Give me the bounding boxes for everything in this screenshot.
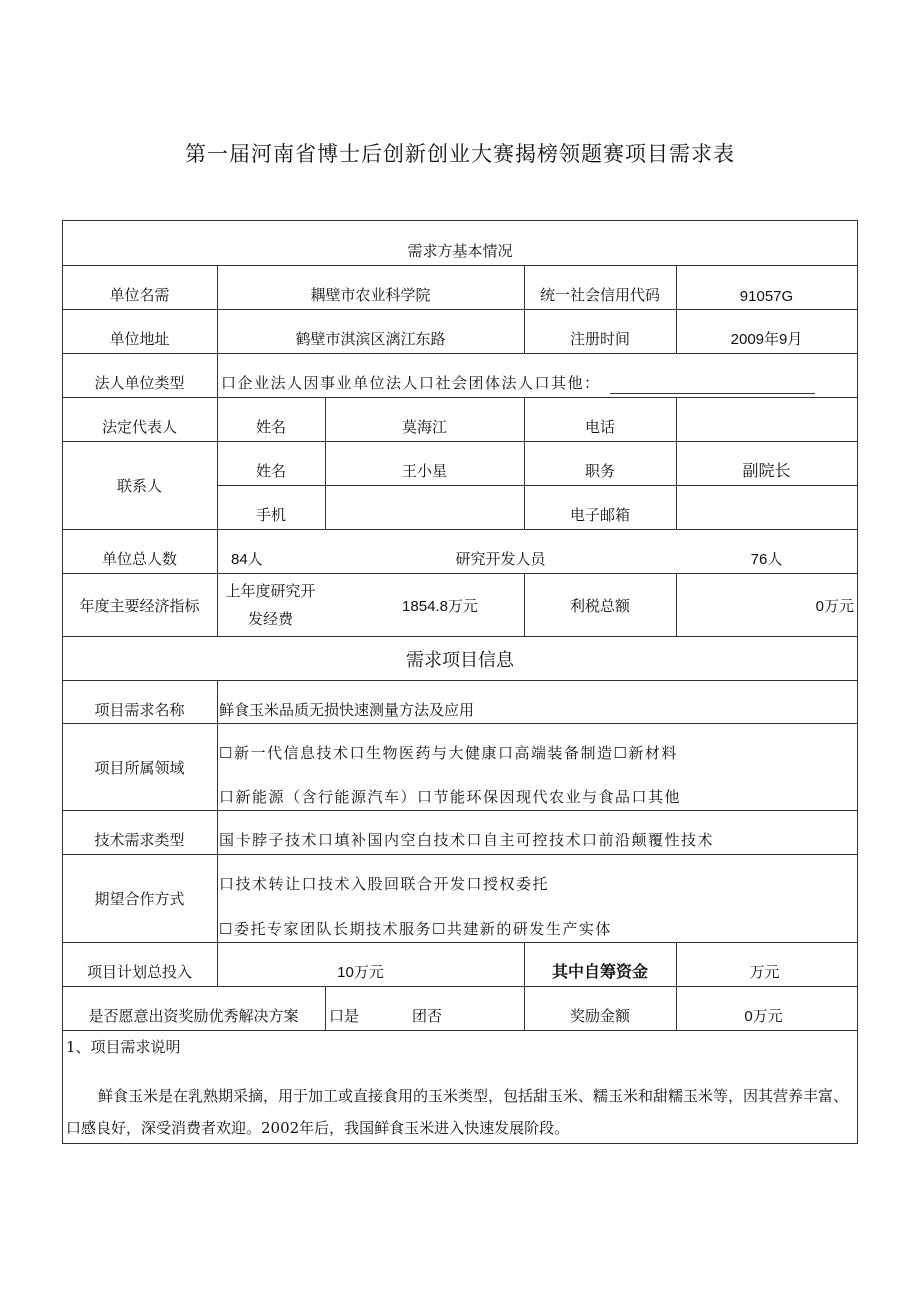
phone-value [676,397,857,441]
contact-name-value: 王小星 [401,462,447,480]
econ-label: 年度主要经济指标 [79,596,200,615]
address-label: 单位地址 [109,330,170,348]
reward-amount-label: 奖励金额 [569,1007,630,1025]
address-value: 鹤壁市淇滨区漓江东路 [295,330,446,348]
rd-staff-value: 76人 [750,551,783,568]
tax-value: 0万元 [815,597,854,615]
legal-rep-label: 法定代表人 [101,418,177,436]
contact-name-label: 姓名 [255,462,286,480]
section-header-basic-info: 需求方基本情况 [407,242,513,260]
mobile-value [325,485,524,529]
investment-label: 项目计划总投入 [86,963,192,981]
reg-time-value: 2009年9月 [730,331,803,348]
unit-name-label: 单位名需 [109,286,170,304]
staff-value: 84人 [231,551,263,568]
reg-time-label: 注册时间 [569,330,630,348]
rep-name-value: 莫海江 [401,418,447,436]
position-value: 副院长 [742,463,791,480]
mobile-label: 手机 [255,506,286,524]
position-label: 职务 [584,462,615,480]
self-fund-value: 万元 [749,963,780,981]
field-options-line1[interactable]: ☐新一代信息技术口生物医药与大健康口高端装备制造☐新材料 [219,744,678,762]
section-header-project-info: 需求项目信息 [406,649,514,670]
project-name-value: 鲜食玉米品质无损快速测量方法及应用 [219,701,475,719]
credit-code-value: 91057G [739,288,794,305]
contact-label: 联系人 [116,477,162,495]
legal-type-options[interactable]: 口企业法人因事业单位法人口社会团体法人口其他： [221,374,601,392]
legal-type-label: 法人单位类型 [94,374,185,392]
email-value [676,485,857,529]
field-options-line2[interactable]: 口新能源（含行能源汽车）口节能环保因现代农业与食品口其他 [219,788,682,806]
description-paragraph: 鲜食玉米是在乳熟期采摘，用于加工或直接食用的玉米类型，包括甜玉米、糯玉米和甜糯玉米等，因其营养丰富、口感良好，深受消费者欢迎。2002年后，我国鲜食玉米进入快速发展阶段。 [66,1087,849,1137]
self-fund-label: 其中自筹资金 [551,964,648,981]
project-name-label: 项目需求名称 [94,701,185,719]
investment-value: 10万元 [337,964,384,981]
reward-option-no[interactable]: 团否 [412,1007,443,1025]
rd-cost-label: 上年度研究开 发经费 [225,582,316,628]
cooperation-options-line1[interactable]: 口技术转让口技术入股回联合开发口授权委托 [219,875,550,893]
cooperation-options-line2[interactable]: ☐委托专家团队长期技术服务☐共建新的研发生产实体 [219,920,612,938]
reward-option-yes[interactable]: 口是 [329,1007,360,1025]
reward-question-label: 是否愿意出资奖励优秀解决方案 [88,1007,299,1025]
cooperation-label: 期望合作方式 [94,890,185,908]
other-blank-line [610,393,815,394]
tax-label: 利税总额 [569,596,630,615]
email-label: 电子邮箱 [569,506,630,524]
tech-type-label: 技术需求类型 [94,831,185,849]
unit-name-value: 耦壁市农业科学院 [310,286,431,304]
reward-amount-value: 0万元 [744,1008,783,1025]
rep-name-label: 姓名 [255,418,286,436]
tech-type-options[interactable]: 国卡脖子技术口填补国内空白技术口自主可控技术口前沿颠覆性技术 [219,831,715,849]
description-heading: 1、项目需求说明 [66,1038,181,1056]
phone-label: 电话 [584,418,615,436]
staff-label: 单位总人数 [101,550,177,568]
credit-code-label: 统一社会信用代码 [539,286,660,304]
page-title: 第一届河南省博士后创新创业大赛揭榜领题赛项目需求表 [185,142,735,166]
rd-cost-value: 1854.8万元 [402,597,478,615]
rd-staff-label: 研究开发人员 [455,550,546,568]
field-label: 项目所属领域 [94,758,185,777]
